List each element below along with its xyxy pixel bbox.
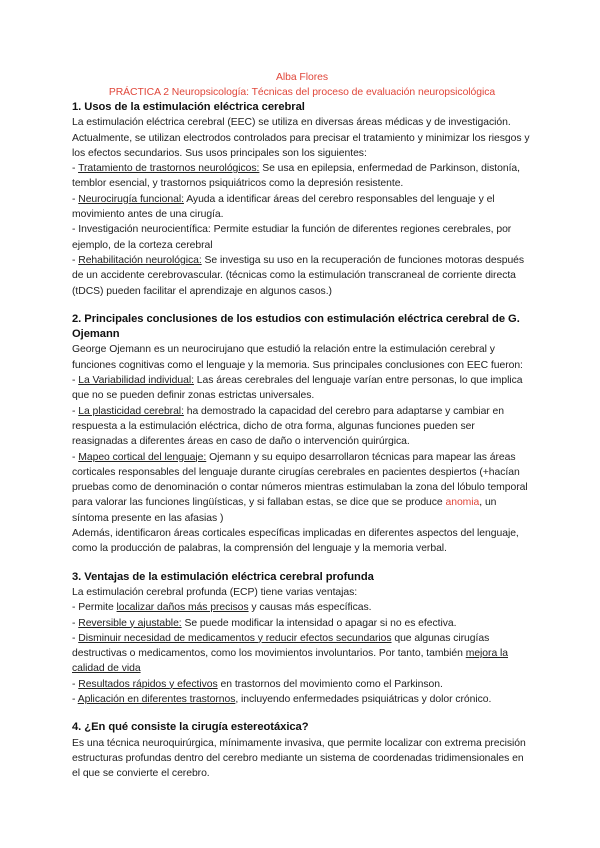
- item-text: Se investiga su uso en la recuperación de funciones motoras después de un accidente cerebrovascular. (técnicas como la estimulación transcraneal de corriente directa (tDCS) pueden facilitar el aprendizaje en algunos casos.): [72, 254, 525, 297]
- item-term: Disminuir necesidad de medicamentos y reducir efectos secundarios: [78, 632, 392, 644]
- section-3-item-1: [72, 600, 532, 615]
- section-2-intro: George Ojemann es un neurocirujano que estudió la relación entre la estimulación cerebral y funciones cognitivas como el lenguaje y la memoria. Sus principales conclusiones con EEC fueron:: [72, 344, 523, 371]
- item-text: Ayuda a identificar áreas del cerebro responsables del lenguaje y el movimiento antes de una cirugía.: [72, 193, 495, 221]
- section-3-item-3: [72, 631, 532, 677]
- section-3-intro: La estimulación cerebral profunda (ECP) tiene varias ventajas:: [72, 586, 358, 598]
- document-page: [72, 70, 532, 794]
- section-1-item-2: [72, 192, 532, 223]
- item-term: La plasticidad cerebral:: [78, 405, 184, 417]
- section-3-item-5: [72, 692, 532, 707]
- section-1-intro: La estimulación eléctrica cerebral (EEC) se utiliza en diversas áreas médicas y de investigación. Actualmente, se utilizan electrodos controlados para precisar el tratamiento y minimizar los riesgos y los efectos secundarios. Sus usos principales son los siguientes:: [72, 117, 530, 159]
- item-tail: , un síntoma presente en las afasias ): [72, 497, 497, 524]
- item-term-2: mejora la calidad de vida: [72, 648, 509, 675]
- item-text: que algunas cirugías destructivas o medicamentos, como los movimientos involuntarios. Por tanto, también: [72, 632, 490, 660]
- item-prefix: -: [72, 678, 79, 690]
- section-4-text: Es una técnica neuroquirúrgica, mínimamente invasiva, que permite localizar con extrema precisión estructuras profundas dentro del cerebro mediante un sistema de coordenadas tridimensionales en el que se convierte el cerebro.: [72, 737, 526, 780]
- item-text: Ojemann y su equipo desarrollaron técnicas para mapear las áreas corticales responsables del lenguaje durante cirugías cerebrales en pacientes despiertos (+hacían pruebas como de denominación o contar números mientras estimulaban la zona del lóbulo temporal para valorar las funciones lingüísticas, y si fallaban estas, se dice que se produce: [72, 451, 528, 509]
- item-prefix: -: [72, 405, 79, 417]
- item-prefix: -: [72, 451, 79, 463]
- section-2: [72, 312, 532, 557]
- item-prefix: -: [72, 693, 78, 705]
- section-3: [72, 570, 532, 708]
- section-1-item-1: [72, 161, 532, 192]
- item-term: Rehabilitación neurológica:: [78, 254, 202, 266]
- section-1: [72, 100, 532, 299]
- item-prefix: -: [72, 163, 79, 175]
- item-prefix: -: [72, 617, 79, 629]
- section-2-item-1: [72, 373, 532, 404]
- item-term: localizar daños más precisos: [116, 602, 249, 614]
- item-term: Tratamiento de trastornos neurológicos:: [78, 163, 260, 175]
- item-prefix: -: [72, 375, 79, 387]
- section-1-item-4: [72, 253, 532, 299]
- item-prefix: -: [72, 632, 79, 644]
- section-2-item-2: [72, 404, 532, 450]
- section-4: [72, 720, 532, 781]
- item-text: , incluyendo enfermedades psiquiátricas y dolor crónico.: [235, 693, 492, 705]
- item-text: Se usa en epilepsia, enfermedad de Parkinson, distonía, temblor esencial, y trastornos psiquiátricos como la depresión resistente.: [72, 163, 520, 190]
- item-prefix: -: [72, 193, 79, 205]
- item-term: Resultados rápidos y efectivos: [78, 678, 218, 690]
- section-1-item-3: - Investigación neurocientífica: Permite estudiar la función de diferentes regiones cerebrales, por ejemplo, de la corteza cerebral: [72, 224, 512, 251]
- item-text: ha demostrado la capacidad del cerebro para adaptarse y cambiar en respuesta a la estimulación eléctrica, dicho de otra forma, algunas funciones pueden ser reasignadas a diferentes áreas en caso de daño o intervención quirúrgica.: [72, 405, 505, 448]
- item-term: Reversible y ajustable:: [78, 617, 182, 629]
- section-4-title: 4. ¿En qué consiste la cirugía estereotáxica?: [72, 721, 309, 734]
- section-3-item-2: [72, 616, 532, 631]
- item-prefix: - Permite: [72, 602, 117, 614]
- item-term: La Variabilidad individual:: [78, 375, 194, 387]
- item-text: Las áreas cerebrales del lenguaje varían entre personas, lo que implica que no se pueden definir zonas estrictas universales.: [72, 375, 523, 402]
- item-text: y causas más específicas.: [248, 602, 372, 614]
- item-prefix: -: [72, 254, 79, 266]
- item-term: Neurocirugía funcional:: [78, 193, 184, 205]
- item-text: Se puede modificar la intensidad o apagar si no es efectiva.: [181, 617, 457, 629]
- item-term: Aplicación en diferentes trastornos: [77, 693, 236, 705]
- document-subtitle: PRÁCTICA 2 Neuropsicología: Técnicas del proceso de evaluación neuropsicológica: [108, 87, 496, 98]
- section-2-item-3: [72, 450, 532, 526]
- section-3-title: 3. Ventajas de la estimulación eléctrica cerebral profunda: [72, 570, 374, 583]
- section-3-item-4: [72, 677, 532, 692]
- highlighted-term: anomia: [445, 497, 480, 509]
- section-1-title: 1. Usos de la estimulación eléctrica cerebral: [72, 101, 305, 113]
- section-2-title: 2. Principales conclusiones de los estudios con estimulación eléctrica cerebral de G. Ojemann: [72, 312, 520, 341]
- section-2-closing: Además, identificaron áreas corticales específicas implicadas en diferentes aspectos del lenguaje, como la producción de palabras, la comprensión del lenguaje y la memoria verbal.: [72, 528, 519, 555]
- item-term: Mapeo cortical del lenguaje:: [78, 451, 207, 463]
- author-name: Alba Flores: [275, 72, 328, 83]
- item-text: en trastornos del movimiento como el Parkinson.: [217, 678, 443, 690]
